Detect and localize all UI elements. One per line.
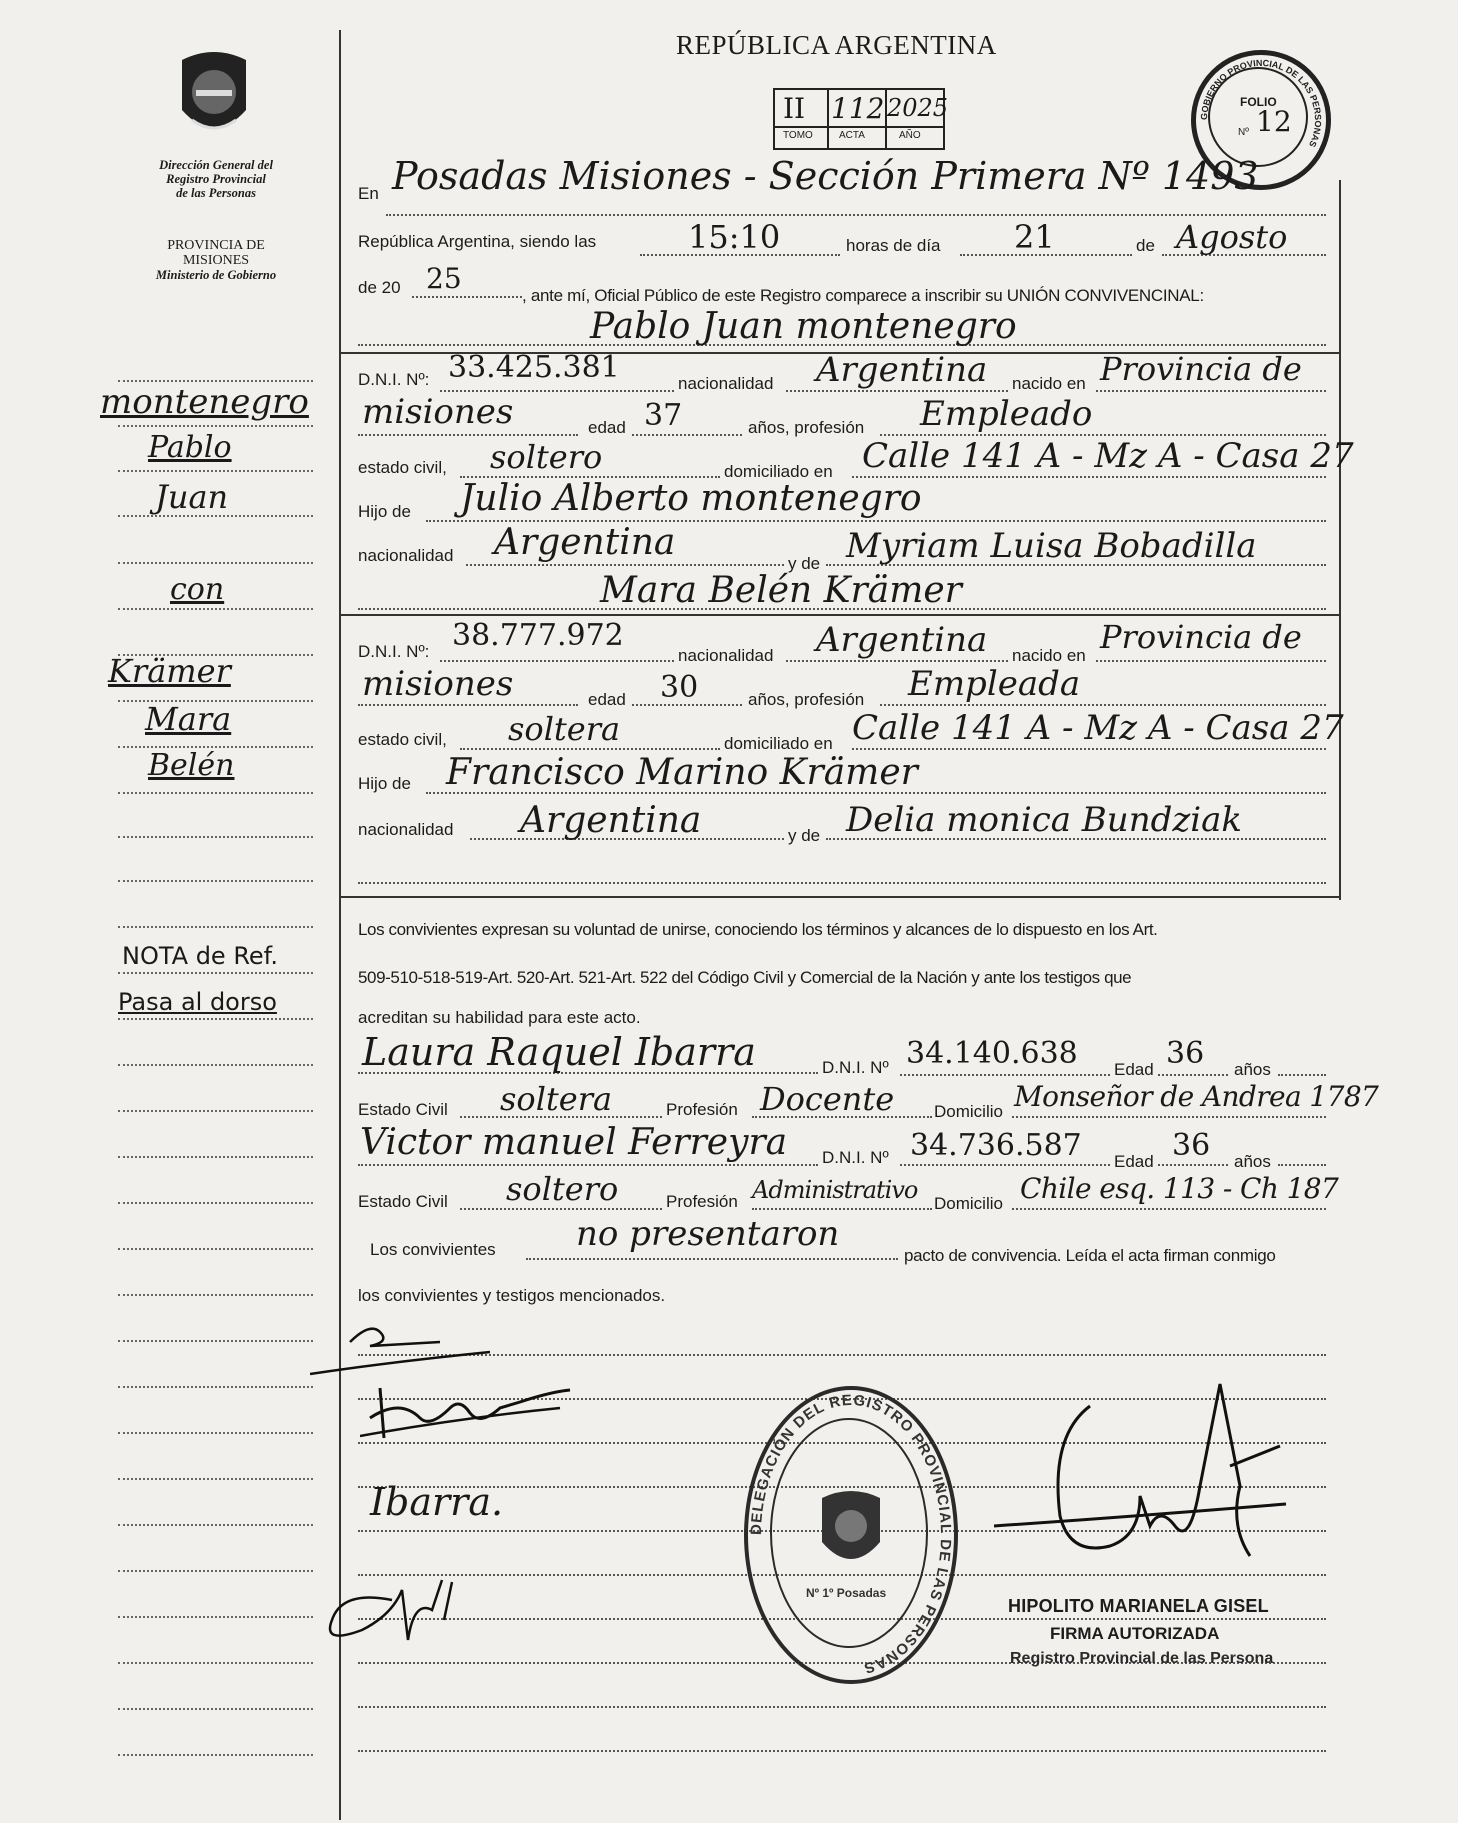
signature-3: Ibarra. bbox=[370, 1480, 504, 1524]
w1-civil-label: Estado Civil bbox=[358, 1100, 448, 1119]
p1-yde-label: y de bbox=[788, 554, 821, 573]
agency-name bbox=[120, 158, 312, 200]
province-name bbox=[120, 238, 312, 283]
folio-label: FOLIO bbox=[1240, 95, 1277, 109]
margin-surname1: montenegro bbox=[100, 382, 309, 422]
place-value: Posadas Misiones - Sección Primera Nº 1493 bbox=[392, 154, 1259, 198]
w1-name: Laura Raquel Ibarra bbox=[362, 1030, 756, 1074]
seal-emblem-icon bbox=[814, 1486, 888, 1576]
hours-label: horas de día bbox=[846, 236, 941, 255]
seal-ring-textpath: DELEGACIÓN DEL REGISTRO PROVINCIAL DE LAS PERSONAS bbox=[748, 1391, 954, 1677]
w2-profesion-label: Profesión bbox=[666, 1192, 738, 1211]
w2-age: 36 bbox=[1172, 1128, 1211, 1163]
official-signature bbox=[990, 1376, 1290, 1606]
p2-civil: soltera bbox=[508, 710, 621, 748]
w2-edad-label: Edad bbox=[1114, 1152, 1154, 1171]
p2-edad-label: edad bbox=[588, 690, 626, 709]
p1-nacionalidad-label: nacionalidad bbox=[678, 374, 774, 393]
tomo-value: II bbox=[783, 92, 806, 125]
signature-2 bbox=[360, 1378, 580, 1448]
p2-yde-label: y de bbox=[788, 826, 821, 845]
w2-dni-label: D.N.I. Nº bbox=[822, 1148, 889, 1167]
divider-3 bbox=[339, 896, 1339, 898]
registry-seal bbox=[744, 1386, 958, 1684]
w1-domicilio-label: Domicilio bbox=[934, 1102, 1003, 1121]
closing-value: no presentaron bbox=[576, 1214, 840, 1254]
margin-second1: Juan bbox=[155, 478, 229, 516]
margin-second2: Belén bbox=[148, 748, 235, 783]
p1-civil: soltero bbox=[490, 438, 603, 476]
seal-inner-text: Nº 1º Posadas bbox=[806, 1586, 887, 1600]
year-prefix: de 20 bbox=[358, 278, 401, 297]
p1-address: Calle 141 A - Mz A - Casa 27 bbox=[862, 436, 1354, 476]
w1-dni-label: D.N.I. Nº bbox=[822, 1058, 889, 1077]
divider-2 bbox=[339, 614, 1339, 616]
p1-hijo-label: Hijo de bbox=[358, 502, 411, 521]
w2-dni: 34.736.587 bbox=[910, 1128, 1082, 1163]
folio-no: Nº bbox=[1238, 127, 1249, 138]
province-line1: PROVINCIA DE bbox=[167, 238, 265, 253]
w1-dni: 34.140.638 bbox=[906, 1036, 1078, 1071]
p1-profession: Empleado bbox=[920, 394, 1093, 434]
p2-mother: Delia monica Bundziak bbox=[846, 800, 1243, 840]
w2-civil-label: Estado Civil bbox=[358, 1192, 448, 1211]
p2-birth2: misiones bbox=[362, 664, 514, 704]
p1-parent-nac-label: nacionalidad bbox=[358, 546, 454, 565]
signature-1 bbox=[310, 1312, 510, 1382]
official-name: HIPOLITO MARIANELA GISEL bbox=[1008, 1596, 1269, 1616]
year-suffix: 25 bbox=[426, 262, 462, 295]
anio-label: AÑO bbox=[899, 130, 921, 141]
w2-civil: soltero bbox=[506, 1170, 619, 1208]
day-value: 21 bbox=[1014, 218, 1055, 256]
margin-surname2: Krämer bbox=[108, 652, 231, 690]
p2-nationality: Argentina bbox=[816, 620, 988, 660]
official-role: FIRMA AUTORIZADA bbox=[1050, 1624, 1220, 1643]
signature-4 bbox=[322, 1560, 502, 1650]
republic-label: República Argentina, siendo las bbox=[358, 232, 597, 251]
w1-profession: Docente bbox=[760, 1080, 895, 1118]
coat-of-arms-icon bbox=[172, 50, 256, 146]
de-label: de bbox=[1136, 236, 1155, 255]
p2-father: Francisco Marino Krämer bbox=[446, 752, 918, 793]
p2-address: Calle 141 A - Mz A - Casa 27 bbox=[852, 708, 1344, 748]
w2-domicilio-label: Domicilio bbox=[934, 1194, 1003, 1213]
province-line2: MISIONES bbox=[182, 253, 250, 268]
p2-profession: Empleada bbox=[908, 664, 1081, 704]
p2-civil-label: estado civil, bbox=[358, 730, 447, 749]
closing-label1: Los convivientes bbox=[370, 1240, 496, 1259]
p2-profesion-label: años, profesión bbox=[748, 690, 865, 709]
p2-nacionalidad-label: nacionalidad bbox=[678, 646, 774, 665]
margin-first2: Mara bbox=[145, 700, 232, 738]
anio-value: 2025 bbox=[887, 94, 949, 122]
p2-hijo-label: Hijo de bbox=[358, 774, 411, 793]
w1-anios-label: años bbox=[1234, 1060, 1271, 1079]
margin-note2: Pasa al dorso bbox=[118, 988, 277, 1016]
person2-name: Mara Belén Krämer bbox=[600, 570, 962, 611]
agency-line3: de las Personas bbox=[176, 186, 256, 200]
closing-label2: pacto de convivencia. Leída el acta firman conmigo bbox=[904, 1246, 1276, 1265]
agency-line2: Registro Provincial bbox=[166, 172, 266, 186]
p1-birth1: Provincia de bbox=[1100, 350, 1302, 388]
p1-edad-label: edad bbox=[588, 418, 626, 437]
p1-parent-nationality: Argentina bbox=[494, 522, 676, 563]
en-label: En bbox=[358, 184, 379, 203]
left-border bbox=[339, 30, 341, 1820]
official-org: Registro Provincial de las Persona bbox=[1010, 1650, 1274, 1667]
p1-age: 37 bbox=[644, 398, 683, 433]
tomo-acta-box bbox=[773, 88, 949, 150]
p2-birth1: Provincia de bbox=[1100, 618, 1302, 656]
p1-mother: Myriam Luisa Bobadilla bbox=[846, 526, 1257, 566]
legal-line1: Los convivientes expresan su voluntad de unirse, conociendo los términos y alcances de lo dispuesto en los Art. bbox=[358, 920, 1158, 939]
p1-nacido-label: nacido en bbox=[1012, 374, 1086, 393]
legal-line2: 509-510-518-519-Art. 520-Art. 521-Art. 522 del Código Civil y Comercial de la Nación y ante los testigos que bbox=[358, 968, 1132, 987]
p2-domicilio-label: domiciliado en bbox=[724, 734, 833, 753]
w1-edad-label: Edad bbox=[1114, 1060, 1154, 1079]
acta-value: 112 bbox=[831, 92, 885, 125]
month-value: Agosto bbox=[1176, 218, 1288, 256]
p2-parent-nationality: Argentina bbox=[520, 800, 702, 841]
right-border bbox=[1339, 180, 1341, 900]
time-value: 15:10 bbox=[688, 218, 781, 256]
margin-first1: Pablo bbox=[148, 430, 232, 465]
p1-profesion-label: años, profesión bbox=[748, 418, 865, 437]
folio-number: 12 bbox=[1256, 105, 1292, 138]
margin-note1: NOTA de Ref. bbox=[122, 942, 279, 970]
w1-civil: soltera bbox=[500, 1080, 613, 1118]
margin-con: con bbox=[170, 572, 225, 607]
p1-dni-label: D.N.I. Nº: bbox=[358, 370, 430, 389]
p1-dni-value: 33.425.381 bbox=[448, 350, 620, 385]
agency-line1: Dirección General del bbox=[159, 158, 273, 172]
p1-birth2: misiones bbox=[362, 392, 514, 432]
p1-domicilio-label: domiciliado en bbox=[724, 462, 833, 481]
p1-nationality: Argentina bbox=[816, 350, 988, 390]
p2-age: 30 bbox=[660, 670, 699, 705]
w1-address: Monseñor de Andrea 1787 bbox=[1014, 1080, 1379, 1113]
p2-dni-label: D.N.I. Nº: bbox=[358, 642, 430, 661]
page-title: REPÚBLICA ARGENTINA bbox=[676, 30, 997, 60]
p2-parent-nac-label: nacionalidad bbox=[358, 820, 454, 839]
w2-address: Chile esq. 113 - Ch 187 bbox=[1020, 1172, 1339, 1205]
closing-line2: los convivientes y testigos mencionados. bbox=[358, 1286, 666, 1305]
w2-name: Victor manuel Ferreyra bbox=[360, 1122, 788, 1163]
acta-label: ACTA bbox=[839, 130, 865, 141]
tomo-label: TOMO bbox=[783, 130, 813, 141]
w2-anios-label: años bbox=[1234, 1152, 1271, 1171]
w1-profesion-label: Profesión bbox=[666, 1100, 738, 1119]
w2-profession: Administrativo bbox=[752, 1176, 918, 1204]
p2-nacido-label: nacido en bbox=[1012, 646, 1086, 665]
statement-text: , ante mí, Oficial Público de este Registro comparece a inscribir su UNIÓN CONVIVENCINAL: bbox=[522, 286, 1204, 305]
ministry: Ministerio de Gobierno bbox=[155, 268, 277, 282]
w1-age: 36 bbox=[1166, 1036, 1205, 1071]
legal-line3: acreditan su habilidad para este acto. bbox=[358, 1008, 641, 1027]
p2-dni-value: 38.777.972 bbox=[452, 618, 624, 653]
p1-civil-label: estado civil, bbox=[358, 458, 447, 477]
p1-father: Julio Alberto montenegro bbox=[460, 478, 922, 519]
folio-ring-textpath: GOBIERNO PROVINCIAL DE LAS PERSONAS bbox=[1198, 57, 1324, 149]
person1-name: Pablo Juan montenegro bbox=[590, 306, 1017, 347]
